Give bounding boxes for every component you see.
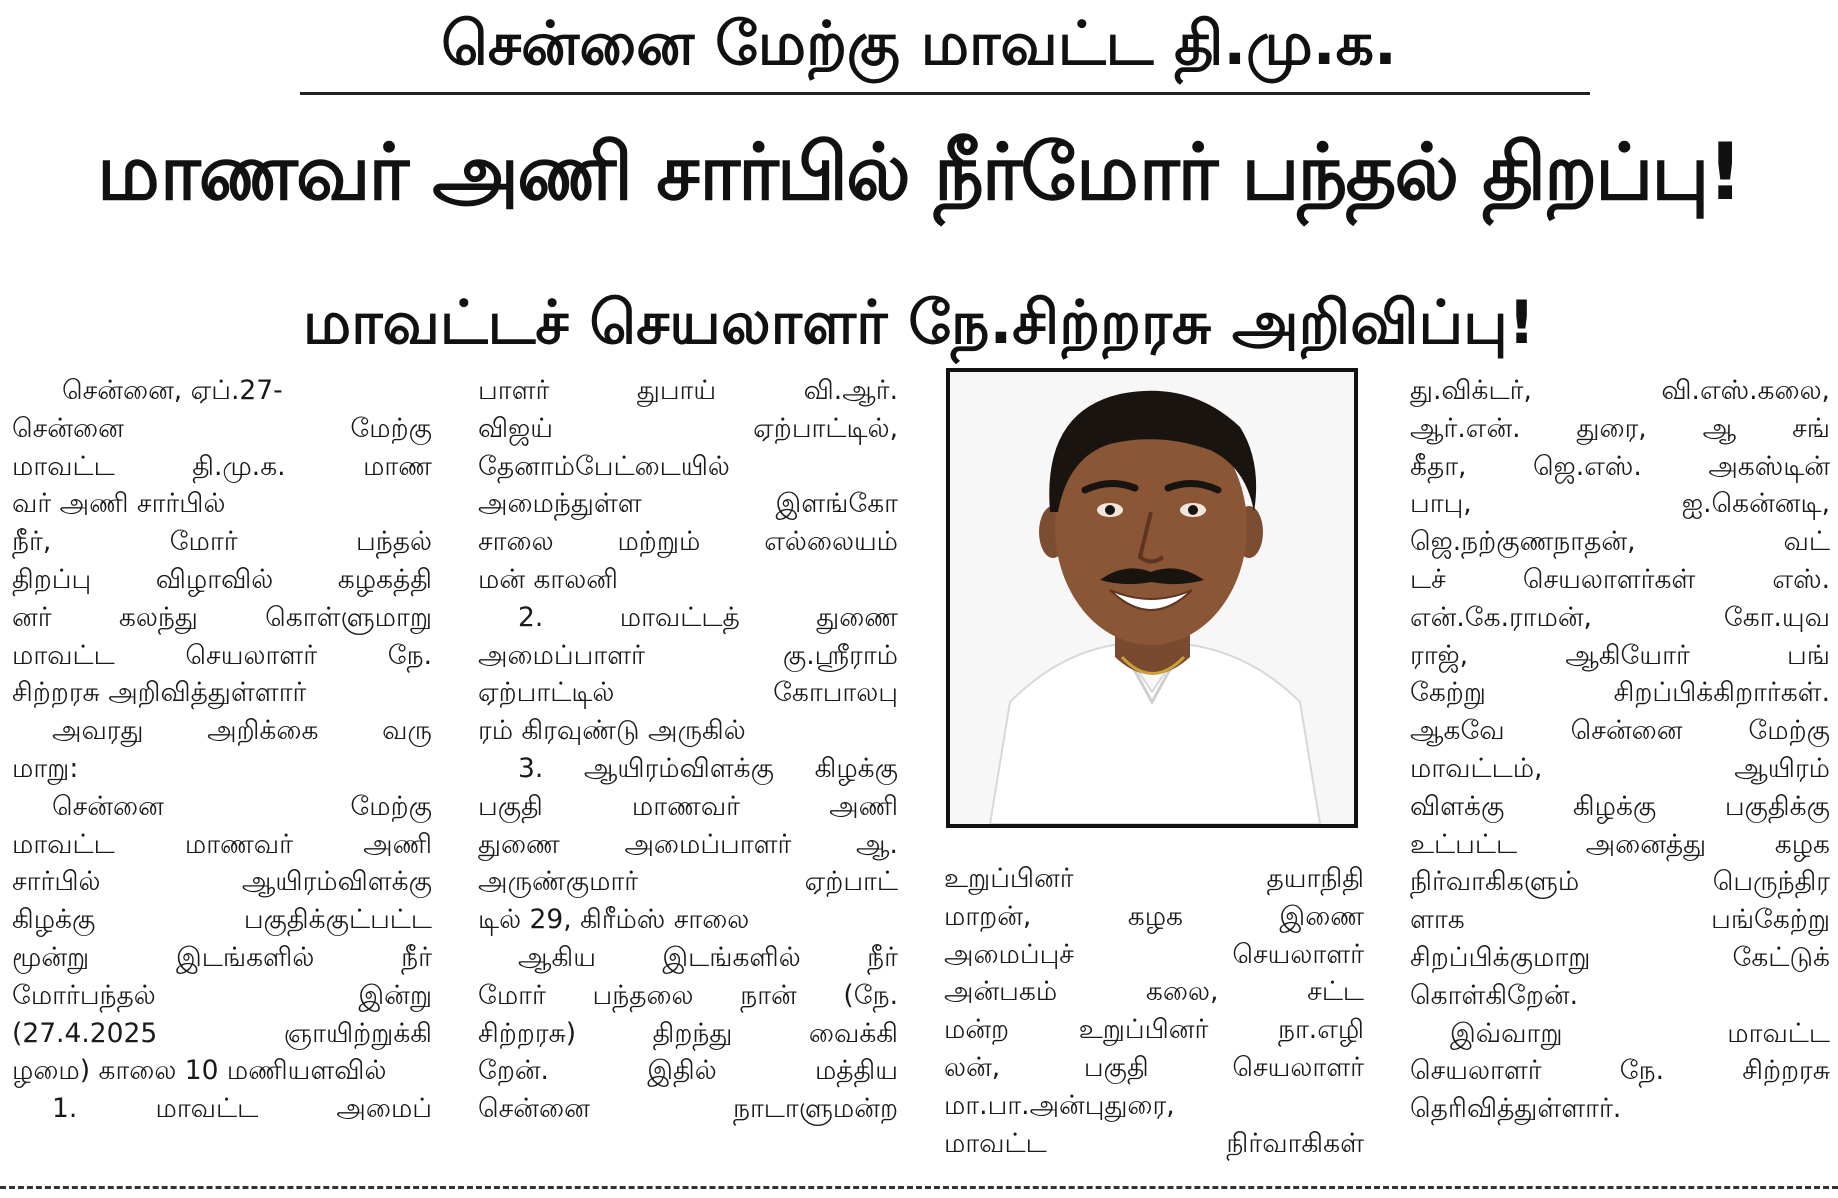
article-line: 1. மாவட்ட அமைப் — [52, 1093, 432, 1125]
article-line: நிர்வாகிகளும் பெருந்திர — [1410, 866, 1830, 898]
article-line: றேன். இதில் மத்திய — [478, 1055, 898, 1087]
article-column-3 — [944, 860, 1364, 1162]
article-line: சிற்றரசு) திறந்து வைக்கி — [478, 1017, 898, 1049]
article-line: பகுதி மாணவர் அணி — [478, 790, 898, 822]
article-line: என்.கே.ராமன், கோ.யுவ — [1410, 601, 1830, 633]
article-line: சென்னை மேற்கு — [12, 412, 432, 444]
article-line: அமைப்பாளர் கு.ஸ்ரீராம் — [478, 639, 898, 671]
article-line: உறுப்பினர் தயாநிதி — [944, 863, 1364, 894]
article-line: ஆர்.என். துரை, ஆ சங் — [1410, 412, 1830, 444]
article-line: மாறு: — [12, 752, 79, 784]
article-line: துணை அமைப்பாளர் ஆ. — [478, 828, 898, 860]
portrait-photo — [946, 368, 1358, 828]
article-line: டச் செயலாளர்கள் எஸ். — [1410, 563, 1830, 595]
article-line: கிழக்கு பகுதிக்குட்பட்ட — [12, 904, 432, 936]
article-line: கேற்று சிறப்பிக்கிறார்கள். — [1410, 677, 1830, 709]
article-line: வர் அணி சார்பில் — [12, 488, 226, 520]
bottom-dashed-divider — [0, 1186, 1838, 1189]
article-line: ஜெ.நற்குணநாதன், வட் — [1410, 526, 1830, 558]
article-line: சார்பில் ஆயிரம்விளக்கு — [12, 866, 432, 898]
article-line: மோர் பந்தலை நான் (நே. — [478, 979, 898, 1011]
article-line: 2. மாவட்டத் துணை — [518, 601, 898, 633]
article-line: பாபு, ஐ.கென்னடி, — [1410, 488, 1830, 520]
article-line: டில் 29, கிரீம்ஸ் சாலை — [478, 904, 750, 936]
headline-sub: மாவட்டச் செயலாளர் நே.சிற்றரசு அறிவிப்பு! — [302, 288, 1536, 358]
article-line: ராஜ், ஆகியோர் பங் — [1410, 639, 1830, 671]
article-line: செயலாளர் நே. சிற்றரசு — [1410, 1055, 1830, 1087]
article-line: ழமை) காலை 10 மணியளவில் — [12, 1055, 387, 1087]
article-line: உட்பட்ட அனைத்து கழக — [1410, 828, 1830, 860]
article-line: சென்னை நாடாளுமன்ற — [478, 1093, 898, 1125]
article-line: விளக்கு கிழக்கு பகுதிக்கு — [1410, 790, 1830, 822]
article-column-2 — [478, 372, 898, 1128]
article-line: கீதா, ஜெ.எஸ். அகஸ்டின் — [1410, 450, 1830, 482]
article-line: சென்னை மேற்கு — [52, 790, 432, 822]
article-line: மன்ற உறுப்பினர் நா.எழி — [944, 1014, 1364, 1046]
article-line: மாவட்ட செயலாளர் நே. — [12, 639, 432, 671]
article-line: மாவட்ட மாணவர் அணி — [12, 828, 432, 860]
headline-rule — [300, 92, 1590, 95]
article-line: திறப்பு விழாவில் கழகத்தி — [12, 563, 432, 595]
article-line: மாவட்டம், ஆயிரம் — [1410, 752, 1830, 784]
article-line: பாளர் துபாய் வி.ஆர். — [478, 375, 898, 406]
article-line: விஜய் ஏற்பாட்டில், — [478, 412, 898, 444]
article-line: சிறப்பிக்குமாறு கேட்டுக் — [1410, 941, 1830, 973]
article-line: நீர், மோர் பந்தல் — [12, 526, 432, 558]
article-line: லன், பகுதி செயலாளர் — [944, 1051, 1364, 1083]
article-line: ஆகவே சென்னை மேற்கு — [1410, 715, 1830, 747]
article-line: ஏற்பாட்டில் கோபாலபு — [478, 677, 898, 709]
article-column-4 — [1410, 372, 1830, 1128]
article-line: சென்னை, ஏப்.27- — [62, 375, 283, 406]
article-line: அமைப்புச் செயலாளர் — [944, 938, 1364, 970]
article-line: இவ்வாறு மாவட்ட — [1450, 1017, 1830, 1049]
article-line: அருண்குமார் ஏற்பாட் — [478, 866, 898, 898]
headline-main: மாணவர் அணி சார்பில் நீர்மோர் பந்தல் திறப்பு! — [97, 128, 1741, 218]
article-line: ஆகிய இடங்களில் நீர் — [518, 941, 898, 973]
article-line: மாவட்ட நிர்வாகிகள் — [944, 1127, 1364, 1159]
article-line: சிற்றரசு அறிவித்துள்ளார் — [12, 677, 307, 709]
headline-top: சென்னை மேற்கு மாவட்ட தி.மு.க. — [441, 9, 1397, 79]
article-line: மா.பா.அன்புதுரை, — [944, 1089, 1175, 1121]
article-line: தெரிவித்துள்ளார். — [1410, 1093, 1622, 1125]
article-line: அவரது அறிக்கை வரு — [52, 715, 432, 747]
article-line: 3. ஆயிரம்விளக்கு கிழக்கு — [518, 752, 898, 784]
article-line: அமைந்துள்ள இளங்கோ — [478, 488, 898, 520]
article-line: மாறன், கழக இணை — [944, 900, 1364, 932]
article-line: மூன்று இடங்களில் நீர் — [12, 941, 432, 973]
article-column-1 — [12, 372, 432, 1128]
article-line: கொள்கிறேன். — [1410, 979, 1579, 1011]
person-portrait-icon — [950, 372, 1354, 824]
article-line: (27.4.2025 ஞாயிற்றுக்கி — [12, 1017, 432, 1049]
article-line: னர் கலந்து கொள்ளுமாறு — [12, 601, 432, 633]
article-line: தேனாம்பேட்டையில் — [478, 450, 730, 482]
article-line: ளாக பங்கேற்று — [1410, 904, 1830, 936]
article-line: அன்பகம் கலை, சட்ட — [944, 976, 1364, 1008]
article-line: மோர்பந்தல் இன்று — [12, 979, 432, 1011]
article-line: து.விக்டர், வி.எஸ்.கலை, — [1410, 375, 1830, 406]
article-line: ரம் கிரவுண்டு அருகில் — [478, 715, 746, 747]
article-line: மன் காலனி — [478, 563, 618, 595]
article-line: சாலை மற்றும் எல்லையம் — [478, 526, 898, 558]
article-line: மாவட்ட தி.மு.க. மாண — [12, 450, 432, 482]
